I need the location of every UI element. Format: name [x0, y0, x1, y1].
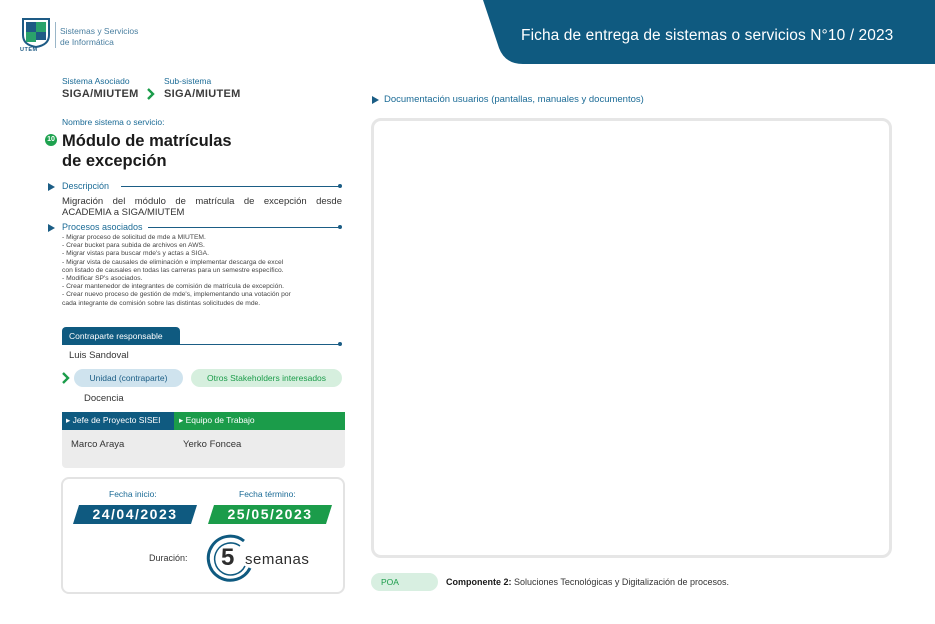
poa-component-label: Componente 2:: [446, 577, 512, 587]
team-member-name: Yerko Foncea: [183, 439, 242, 450]
documentation-area: [371, 118, 892, 558]
unit-value: Docencia: [84, 393, 124, 404]
subsystem-label: Sub-sistema: [164, 76, 212, 86]
chevron-right-icon: [61, 372, 70, 384]
associated-system-label: Sistema Asociado: [62, 76, 130, 86]
service-name-label: Nombre sistema o servicio:: [62, 117, 165, 127]
poa-badge: POA: [371, 573, 438, 591]
dates-card: [61, 477, 345, 594]
counterpart-name: Luis Sandoval: [69, 350, 129, 361]
counterpart-label: Contraparte responsable: [62, 327, 180, 345]
triangle-right-icon: [48, 183, 55, 191]
list-item: - Crear mantenedor de integrantes de comisión de matrícula de excepción.: [62, 283, 284, 291]
description-text: Migración del módulo de matrícula de excepción desde ACADEMIA a SIGA/MIUTEM: [62, 196, 342, 218]
list-item: cada integrante de comisión sobre las distintas solicitudes de mde.: [62, 299, 261, 307]
list-item: - Crear bucket para subida de archivos en AWS.: [62, 242, 205, 250]
section-divider: [180, 344, 339, 345]
process-list: [62, 234, 347, 308]
list-item: - Modificar SP's asociados.: [62, 275, 143, 283]
end-date-value: 25/05/2023: [227, 506, 313, 522]
stakeholders-label: Otros Stakeholders interesados: [191, 369, 342, 387]
section-divider: [148, 227, 339, 228]
list-item: - Migrar proceso de solicitud de mde a MIUTEM.: [62, 234, 206, 241]
divider-dot: [338, 225, 342, 229]
divider-dot: [338, 184, 342, 188]
page-title: Ficha de entrega de sistemas o servicios N°10 / 2023: [521, 27, 894, 44]
processes-label: Procesos asociados: [62, 222, 143, 232]
list-item: con listado de causales en todas las carreras para un semestre específico.: [62, 266, 284, 274]
service-number-badge: 10: [45, 134, 57, 146]
pm-label-text: Jefe de Proyecto SISEI: [72, 415, 161, 425]
team-label: ▸ Equipo de Trabajo: [179, 415, 255, 425]
list-item: - Crear nuevo proceso de gestión de mde's, implementando una votación por: [62, 291, 291, 299]
triangle-right-icon: [372, 96, 379, 104]
org-name-line1: Sistemas y Servicios: [60, 26, 139, 36]
logo-divider: [55, 22, 56, 48]
list-item: - Migrar vista de causales de eliminación e implementar descarga de excel: [62, 258, 284, 266]
utem-label: UTEM: [20, 47, 38, 53]
pm-name: Marco Araya: [71, 439, 125, 450]
service-title-line2: de excepción: [62, 152, 167, 170]
end-date-label: Fecha término:: [239, 489, 296, 499]
service-title-line1: Módulo de matrículas: [62, 132, 232, 150]
associated-system-value: SIGA/MIUTEM: [62, 88, 139, 100]
subsystem-value: SIGA/MIUTEM: [164, 88, 241, 100]
documentation-label: Documentación usuarios (pantallas, manuales y documentos): [384, 94, 644, 105]
unit-label: Unidad (contraparte): [74, 369, 183, 387]
poa-component-text: Soluciones Tecnológicas y Digitalización de procesos.: [514, 577, 729, 587]
duration-label: Duración:: [149, 553, 188, 563]
team-label-text: Equipo de Trabajo: [185, 415, 255, 425]
pm-label: ▸ Jefe de Proyecto SISEI: [66, 415, 161, 425]
section-divider: [121, 186, 339, 187]
utem-logo-icon: [22, 18, 50, 48]
list-item: - Migrar vistas para buscar mde's y actas a SIGA.: [62, 250, 209, 258]
triangle-right-icon: [48, 224, 55, 232]
chevron-right-icon: [146, 88, 155, 100]
start-date-value: 24/04/2023: [92, 506, 178, 522]
org-name: [60, 26, 138, 48]
description-label: Descripción: [62, 181, 110, 191]
start-date-label: Fecha inicio:: [109, 489, 157, 499]
poa-component: [446, 577, 729, 587]
duration-number: 5: [221, 544, 235, 571]
duration-unit: semanas: [245, 551, 310, 568]
team-header-bar: [62, 412, 345, 430]
service-title: [62, 131, 232, 171]
org-name-line2: de Informática: [60, 37, 114, 47]
divider-dot: [338, 342, 342, 346]
